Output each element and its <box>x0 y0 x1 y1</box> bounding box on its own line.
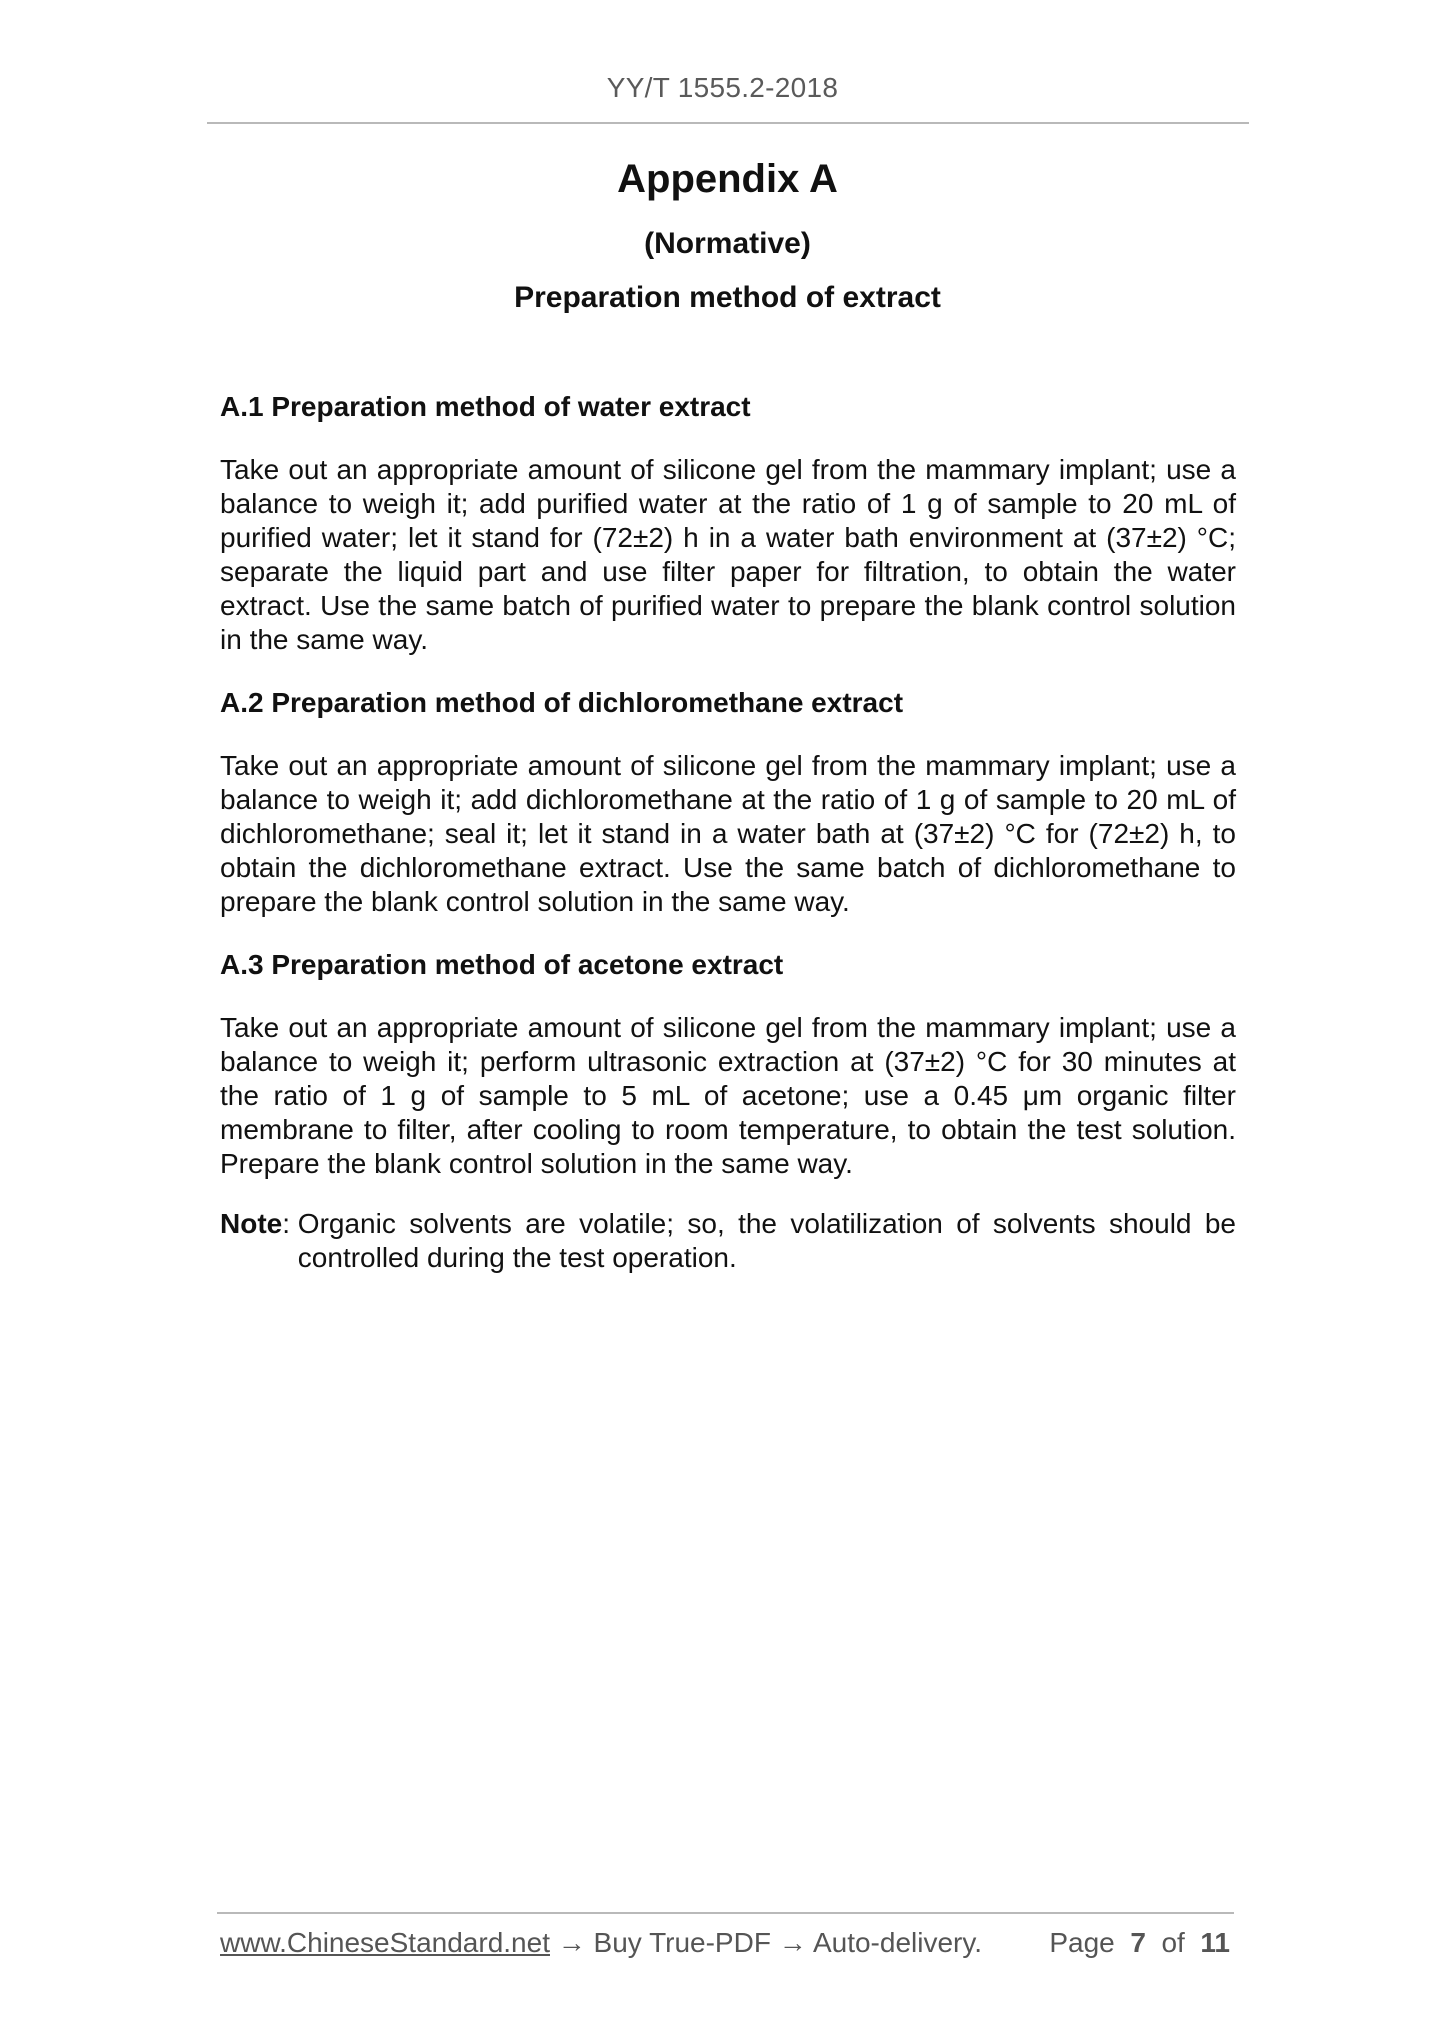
section-body-a2: Take out an appropriate amount of silicone gel from the mammary implant; use a balance to weigh it; add dichloromethane at the ratio of 1 g of sample to 20 mL of dichloromethane; seal it; let it stand in a water bath at (37±2) °C for (72±2) h, to obtain the dichloromethane extract. Use the same batch of dichloromethane to prepare the blank control solution in the same way. <box>220 750 1236 917</box>
appendix-title-block <box>0 150 1445 320</box>
appendix-subtitle: Preparation method of extract <box>514 281 941 314</box>
appendix-normative-label: (Normative) <box>644 227 811 260</box>
section-heading-a2: A.2 Preparation method of dichloromethane extract <box>220 687 904 718</box>
page-total: 11 <box>1200 1927 1230 1958</box>
page-of-label: of <box>1161 1927 1185 1958</box>
note-colon: : <box>282 1208 298 1239</box>
note-paragraph <box>220 1207 1236 1275</box>
note-text-content: Organic solvents are volatile; so, the volatilization of solvents should be controlled during the test operation. <box>297 1208 1236 1273</box>
page-footer <box>220 1927 1230 1959</box>
footer-links <box>220 1927 982 1959</box>
note-text <box>298 1207 1236 1275</box>
auto-delivery-text: Auto-delivery. <box>812 1927 983 1958</box>
note-label: Note <box>220 1208 283 1239</box>
page-current: 7 <box>1130 1927 1146 1958</box>
page-number <box>1049 1927 1230 1959</box>
section-body-a1: Take out an appropriate amount of silicone gel from the mammary implant; use a balance to weigh it; add purified water at the ratio of 1 g of sample to 20 mL of purified water; let it stand for (72±2) h in a water bath environment at (37±2) °C; separate the liquid part and use filter paper for filtration, to obtain the water extract. Use the same batch of purified water to prepare the blank control solution in the same way. <box>220 454 1236 655</box>
arrow-icon: → <box>557 1927 586 1958</box>
header-divider <box>207 122 1249 124</box>
section-body-a3: Take out an appropriate amount of silicone gel from the mammary implant; use a balance to weigh it; perform ultrasonic extraction at (37±2) °C for 30 minutes at the ratio of 1 g of sample to 5 mL of acetone; use a 0.45 μm organic filter membrane to filter, after cooling to room temperature, to obtain the test solution. Prepare the blank control solution in the same way. <box>220 1012 1236 1179</box>
arrow-icon: → <box>778 1927 807 1958</box>
section-heading-a3: A.3 Preparation method of acetone extract <box>220 949 784 980</box>
standard-code-header: YY/T 1555.2-2018 <box>606 72 839 103</box>
buy-true-pdf-text: Buy True-PDF <box>593 1927 771 1958</box>
document-body <box>220 387 1236 1275</box>
footer-divider <box>217 1912 1234 1914</box>
page-label: Page <box>1049 1927 1115 1958</box>
appendix-title: Appendix A <box>617 157 838 201</box>
chinesestandard-link[interactable]: www.ChineseStandard.net <box>220 1927 550 1958</box>
section-heading-a1: A.1 Preparation method of water extract <box>220 391 751 422</box>
